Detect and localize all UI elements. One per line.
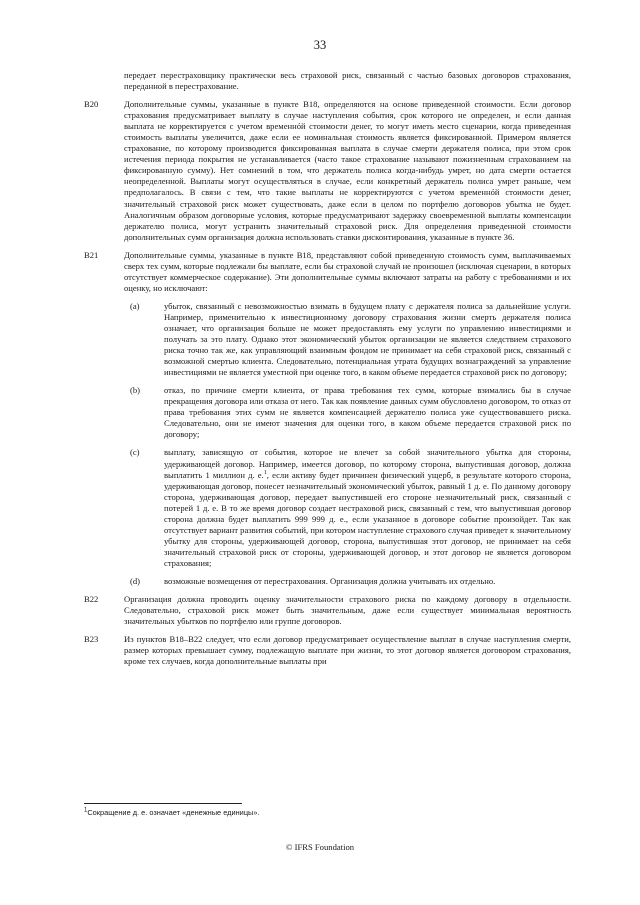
list-item <box>124 576 571 587</box>
list-item-label: (c) <box>130 447 140 458</box>
footnote-text: Сокращение д. е. означает «денежные единицы». <box>87 808 260 817</box>
list-item-text: возможные возмещения от перестрахования. Организация должна учитывать их отдельно. <box>164 575 496 586</box>
paragraph-number: B20 <box>84 99 99 110</box>
intro-paragraph <box>84 70 571 92</box>
paragraph-b22 <box>84 594 571 627</box>
paragraph-number: B23 <box>84 634 99 645</box>
list-item <box>124 447 571 569</box>
list-item <box>124 301 571 378</box>
list-item-text: убыток, связанный с невозможностью взимать в будущем плату с держателя полиса за дальнейшие услуги. Например, применительно к инвестиционному договору страхования жизни смерть держателя полиса означает, что организация больше не может предоставлять ему услуги по управлению инвестициями и получать за это плату. Однако этот экономический убыток организации не является следствием страхового риска точно так же, как управляющий взаимным фондом не принимает на себя страховой риск, связанный с возможной смертью клиента. Следовательно, потенциальная утрата будущих вознаграждений за управление инвестициями не является уместной при оценке того, в каком объеме передается страховой риск по договору; <box>164 300 571 378</box>
list-item-text: отказ, по причине смерти клиента, от права требования тех сумм, которые взимались бы в случае прекращения договора или отказа от него. Так как появление данных сумм обусловлено договором, то отказ от права требования этих сумм не является компенсацией держателю полиса уже существовавшего риска. Следовательно, они не имеют значения для оценки того, в каком объеме передается страховой риск по договору; <box>164 385 571 440</box>
paragraph-b21 <box>84 250 571 587</box>
page-number: 33 <box>313 38 327 52</box>
list-item <box>124 385 571 440</box>
paragraph-number: B22 <box>84 594 99 605</box>
paragraph-text: Дополнительные суммы, указанные в пункте B18, определяются на основе приведенной стоимости. Если договор страхования предусматривает выплату в случае наступления события, срок которого не определен, и если данная выплата не корректируется с учетом временнóй стоимости денег, то могут иметь место сценарии, когда приведенная стоимость выплаты увеличится, даже если ее номинальная стоимость является фиксированной. Примером является страхование, по которому производится фиксированная выплата в случае смерти держателя полиса, при этом срок истечения периода покрытия не устанавливается (часто такое страхование называют пожизненным страхованием на фиксированную сумму). Нет сомнений в том, что держатель полиса когда-нибудь умрет, но дата смерти остается неопределенной. Выплаты могут осуществляться в случае, если конкретный держатель полиса умрет раньше, чем предполагалось. В связи с тем, что такие выплаты не корректируются с учетом временнóй стоимости денег, значительный страховой риск может существовать, даже если в целом по портфелю договоров убытка не будет. Аналогичным образом договорные условия, которые предусматривают задержку своевременной выплаты компенсации держателю полиса, могут устранить значительный страховой риск. Для определения приведенной стоимости дополнительных сумм организация должна использовать ставки дисконтирования, указанные в пункте 36. <box>124 99 571 242</box>
paragraph-number: B21 <box>84 249 99 260</box>
paragraph-b23 <box>84 634 571 667</box>
page-footer: © IFRS Foundation <box>285 842 355 852</box>
paragraph-text: Организация должна проводить оценку значительности страхового риска по каждому договору в отдельности. Следовательно, страховой риск может быть значительным, даже если существует минимальная вероятность значительных убытков по портфелю или группе договоров. <box>124 594 571 627</box>
paragraph-b20 <box>84 99 571 243</box>
footnote-marker: 1 <box>84 807 88 814</box>
list-item-label: (d) <box>130 575 141 586</box>
paragraph-text: Дополнительные суммы, указанные в пункте B18, представляют собой приведенную стоимость сумм, выплачиваемых сверх тех сумм, которые подлежали бы выплате, если бы страховой случай не произошел (исключая сценарии, в которых отсутствует коммерческое содержание). Эти дополнительные суммы включают затраты на работу с требованиями и их оценку, но исключают: <box>124 249 571 293</box>
intro-text: передает перестраховщику практически весь страховой риск, связанный с частью базовых договоров страхования, переданной в перестрахование. <box>124 70 571 92</box>
footnote-reference[interactable]: 1 <box>263 469 267 476</box>
footnote <box>84 808 564 817</box>
footnote-divider <box>84 803 242 804</box>
paragraph-text: Из пунктов B18–B22 следует, что если договор предусматривает осуществление выплат в случае наступления смерти, размер которых превышает сумму, подлежащую выплате при жизни, то этот договор является договором страхования, кроме тех случаев, когда дополнительные выплаты при <box>124 634 571 667</box>
list-item-text: выплату, зависящую от события, которое не влечет за собой значительного убытка для стороны, удерживающей договор. Например, имеется договор, по которому сторона, выпустившая договор, должна выплатить 1 миллион д. е.$^1$, если активу будет причинен физический ущерб, в результате которого сторона, удерживающая договор, понесет незначительный экономический убыток, равный 1 д. е. По данному договору сторона, удерживающая договор, передает выпустившей его стороне незначительный риск, связанный с потерей 1 д. е. В то же время договор создает нестраховой риск, связанный с тем, что выпустившая договор сторона должна будет выплатить 999 999 д. е., если указанное в договоре событие произойдет. Так как отсутствует вариант развития событий, при котором наступление страхового случая приведет к значительному убытку для стороны, удерживающей договор, сторона, выпустившая этот договор, не принимает на себя значительный страховой риск от стороны, удерживающей договор, и этот договор не является договором страхования; <box>164 447 571 568</box>
page-content <box>84 70 571 667</box>
list-item-label: (a) <box>130 300 140 311</box>
list-item-label: (b) <box>130 385 141 396</box>
